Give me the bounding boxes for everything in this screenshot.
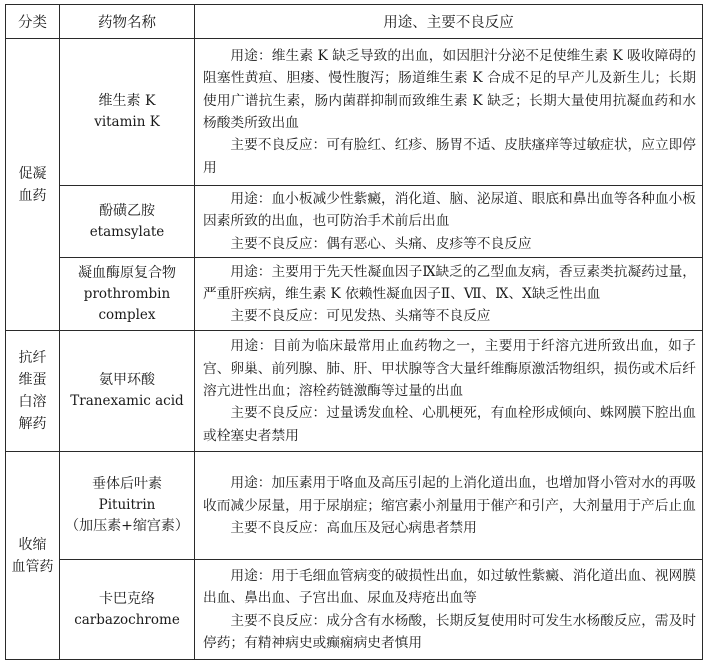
category-line: 解药 [18, 416, 47, 433]
drug-uses: 用途：维生素 K 缺乏导致的出血，如因胆汁分泌不足使维生素 K 吸收障碍的阻塞性黄疸、胆瘘、慢性腹泻；肠道维生素 K 合成不足的早产儿及新生儿；长期使用广谱抗生素，肠内菌群抑制而致维生素 K 缺乏；长期大量使用抗凝血药和水杨酸类所致出血 [203, 47, 696, 131]
drug-name-en: etamsylate [89, 223, 165, 240]
drug-table [5, 4, 703, 660]
category-line: 白溶 [18, 394, 47, 411]
drug-description-cell [195, 39, 703, 186]
drug-uses: 用途：血小板减少性紫癜，消化道、脑、泌尿道、眼底和鼻出血等各种血小板因素所致的出血，也可防治手术前后出血 [203, 191, 696, 230]
drug-adverse-reactions: 主要不良反应：可有脸红、红疹、肠胃不适、皮肤瘙痒等过敏症状，应立即停用 [203, 137, 696, 176]
drug-name-en: prothrombin complex [83, 285, 171, 323]
drug-name-cn: 凝血酶原复合物 [78, 264, 176, 281]
header-drug-name: 药物名称 [60, 5, 195, 39]
category-line: 血药 [18, 187, 47, 204]
drug-name-cell [60, 39, 195, 186]
drug-name-en: vitamin K [94, 114, 160, 130]
drug-name-cn: 酚磺乙胺 [99, 202, 155, 219]
drug-name-en: carbazochrome [74, 611, 180, 628]
drug-description-cell [195, 331, 703, 452]
table-row [6, 560, 703, 660]
drug-name-cell [60, 560, 195, 660]
category-cell-vasoconstrictor [6, 452, 60, 660]
category-cell-antifibrinolytic [6, 331, 60, 452]
table-row [6, 331, 703, 452]
drug-description-cell [195, 186, 703, 258]
drug-name-en: Tranexamic acid [70, 393, 184, 410]
category-line: 抗纤 [18, 350, 47, 367]
drug-name-cell [60, 186, 195, 258]
drug-uses: 用途：用于毛细血管病变的破损性出血，如过敏性紫癜、消化道出血、视网膜出血、鼻出血、子宫出血、尿血及痔疮出血等 [203, 567, 696, 607]
drug-description-cell [195, 560, 703, 660]
drug-adverse-reactions: 主要不良反应：偶有恶心、头痛、皮疹等不良反应 [230, 235, 532, 252]
drug-description-cell [195, 258, 703, 331]
table-header-row [6, 5, 703, 39]
drug-name-note: （加压素+缩宫素） [65, 518, 189, 535]
category-line: 收缩 [18, 536, 47, 553]
drug-description-cell [195, 452, 703, 560]
drug-adverse-reactions: 主要不良反应：成分含有水杨酸，长期反复使用时可发生水杨酸反应，需及时停药；有精神病史或癫痫病史者慎用 [203, 612, 696, 652]
drug-uses: 用途：加压素用于咯血及高压引起的上消化道出血，也增加肾小管对水的再吸收而减少尿量，用于尿崩症；缩宫素小剂量用于催产和引产，大剂量用于产后止血 [203, 475, 696, 514]
table-row [6, 452, 703, 560]
drug-adverse-reactions: 主要不良反应：可见发热、头痛等不良反应 [230, 308, 491, 325]
drug-name-cell [60, 258, 195, 331]
header-uses: 用途、主要不良反应 [195, 5, 703, 39]
drug-uses: 用途：目前为临床最常用止血药物之一，主要用于纤溶亢进所致出血，如子宫、卵巢、前列腺、肺、肝、甲状腺等含大量纤维酶原激活物组织，损伤或术后纤溶亢进性出血；溶栓药链激酶等过量的出血 [203, 338, 696, 400]
drug-name-cn: 维生素 K [98, 93, 156, 109]
header-category: 分类 [6, 5, 60, 39]
drug-name-cell [60, 452, 195, 560]
drug-uses: 用途：主要用于先天性凝血因子Ⅸ缺乏的乙型血友病，香豆素类抗凝药过量，严重肝疾病，维生素 K 依赖性凝血因子Ⅱ、Ⅶ、Ⅸ、Ⅹ缺乏性出血 [203, 263, 696, 303]
drug-adverse-reactions: 主要不良反应：过量诱发血栓、心肌梗死，有血栓形成倾向、蛛网膜下腔出血或栓塞史者禁用 [203, 405, 696, 444]
category-line: 促凝 [18, 165, 47, 182]
category-cell-coagulant [6, 39, 60, 331]
drug-name-cn: 氨甲环酸 [99, 372, 155, 389]
table-row [6, 39, 703, 186]
drug-name-cell [60, 331, 195, 452]
drug-adverse-reactions: 主要不良反应：高血压及冠心病患者禁用 [230, 519, 477, 536]
category-line: 维蛋 [18, 372, 47, 389]
table-row [6, 258, 703, 331]
drug-name-cn: 垂体后叶素 [92, 476, 162, 493]
drug-name-cn: 卡巴克络 [99, 590, 155, 607]
category-line: 血管药 [11, 558, 54, 575]
table-row [6, 186, 703, 258]
drug-name-en: Pituitrin [98, 497, 156, 514]
